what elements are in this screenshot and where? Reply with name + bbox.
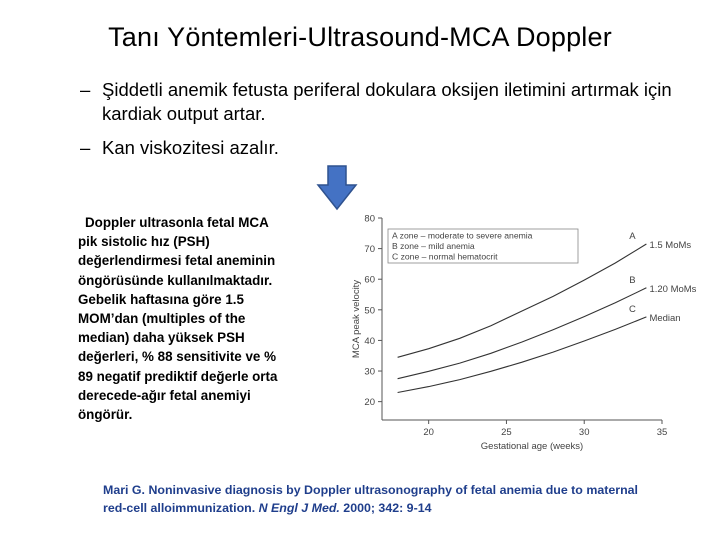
legend-entry: A zone – moderate to severe anemia [392,230,533,241]
x-axis-label: Gestational age (weeks) [480,441,584,452]
x-tick-label: 25 [501,427,512,438]
bullet-item [80,136,700,160]
series-line-C [398,317,647,393]
body-line: Gebelik haftasına göre 1.5 [78,291,244,307]
y-tick-label: 30 [364,366,375,378]
y-tick-label: 70 [364,244,375,256]
slide-title: Tanı Yöntemleri-Ultrasound-MCA Doppler [108,22,612,52]
body-line: derecede-ağır fetal anemiyi [78,387,251,403]
zone-label-C: C [629,303,636,315]
x-tick-label: 30 [578,427,590,438]
citation-journal: N Engl J Med. [258,501,340,515]
bullet-list [80,78,700,170]
legend-entry: C zone – normal hematocrit [392,251,498,262]
bullet-item [80,78,700,126]
x-tick-label: 35 [656,427,668,438]
series-line-B [398,288,647,379]
zone-label-B: B [629,274,636,286]
y-tick-label: 80 [364,213,375,225]
bullet-text: Kan viskozitesi azalır. [102,137,279,158]
series-label: Median [649,312,681,324]
down-arrow-icon [316,165,358,211]
bullet-text: Şiddetli anemik fetusta periferal dokulara oksijen iletimini artırmak için kardiak output artar. [102,79,672,124]
zone-label-A: A [629,231,636,243]
body-line: değerlendirmesi fetal aneminin [78,253,276,269]
mca-doppler-chart [340,208,700,453]
legend-entry: B zone – mild anemia [392,241,475,251]
body-line: 89 negatif prediktif değerle orta [78,368,278,384]
y-tick-label: 50 [364,305,375,317]
body-line: MOM’dan (multiples of the [78,311,246,327]
x-tick-label: 20 [423,427,434,438]
series-label: 1.5 MoMs [649,240,692,252]
y-tick-label: 60 [364,274,375,286]
citation-authors: Mari G. Noninvasive diagnosis by Doppler ultrasonography of fetal anemia due to maternal red-cell alloimmunization. [103,483,638,515]
citation [103,481,663,517]
y-axis-label: MCA peak velocity [351,279,362,359]
series-label: 1.20 MoMs [649,283,697,295]
body-line: öngörür. [78,407,133,423]
body-line: öngörüsünde kullanılmaktadır. [78,272,273,288]
citation-details: 2000; 342: 9-14 [339,501,432,515]
body-line: Doppler ultrasonla fetal MCA [85,215,269,230]
body-line: median) daha yüksek PSH [78,330,245,346]
bullet-dash: – [80,137,91,158]
y-tick-label: 20 [364,397,375,409]
y-tick-label: 40 [364,335,375,347]
body-paragraph [78,213,323,424]
body-line: pik sistolic hız (PSH) [78,234,210,250]
bullet-dash: – [80,79,91,100]
body-line: değerleri, % 88 sensitivite ve % [78,349,276,365]
